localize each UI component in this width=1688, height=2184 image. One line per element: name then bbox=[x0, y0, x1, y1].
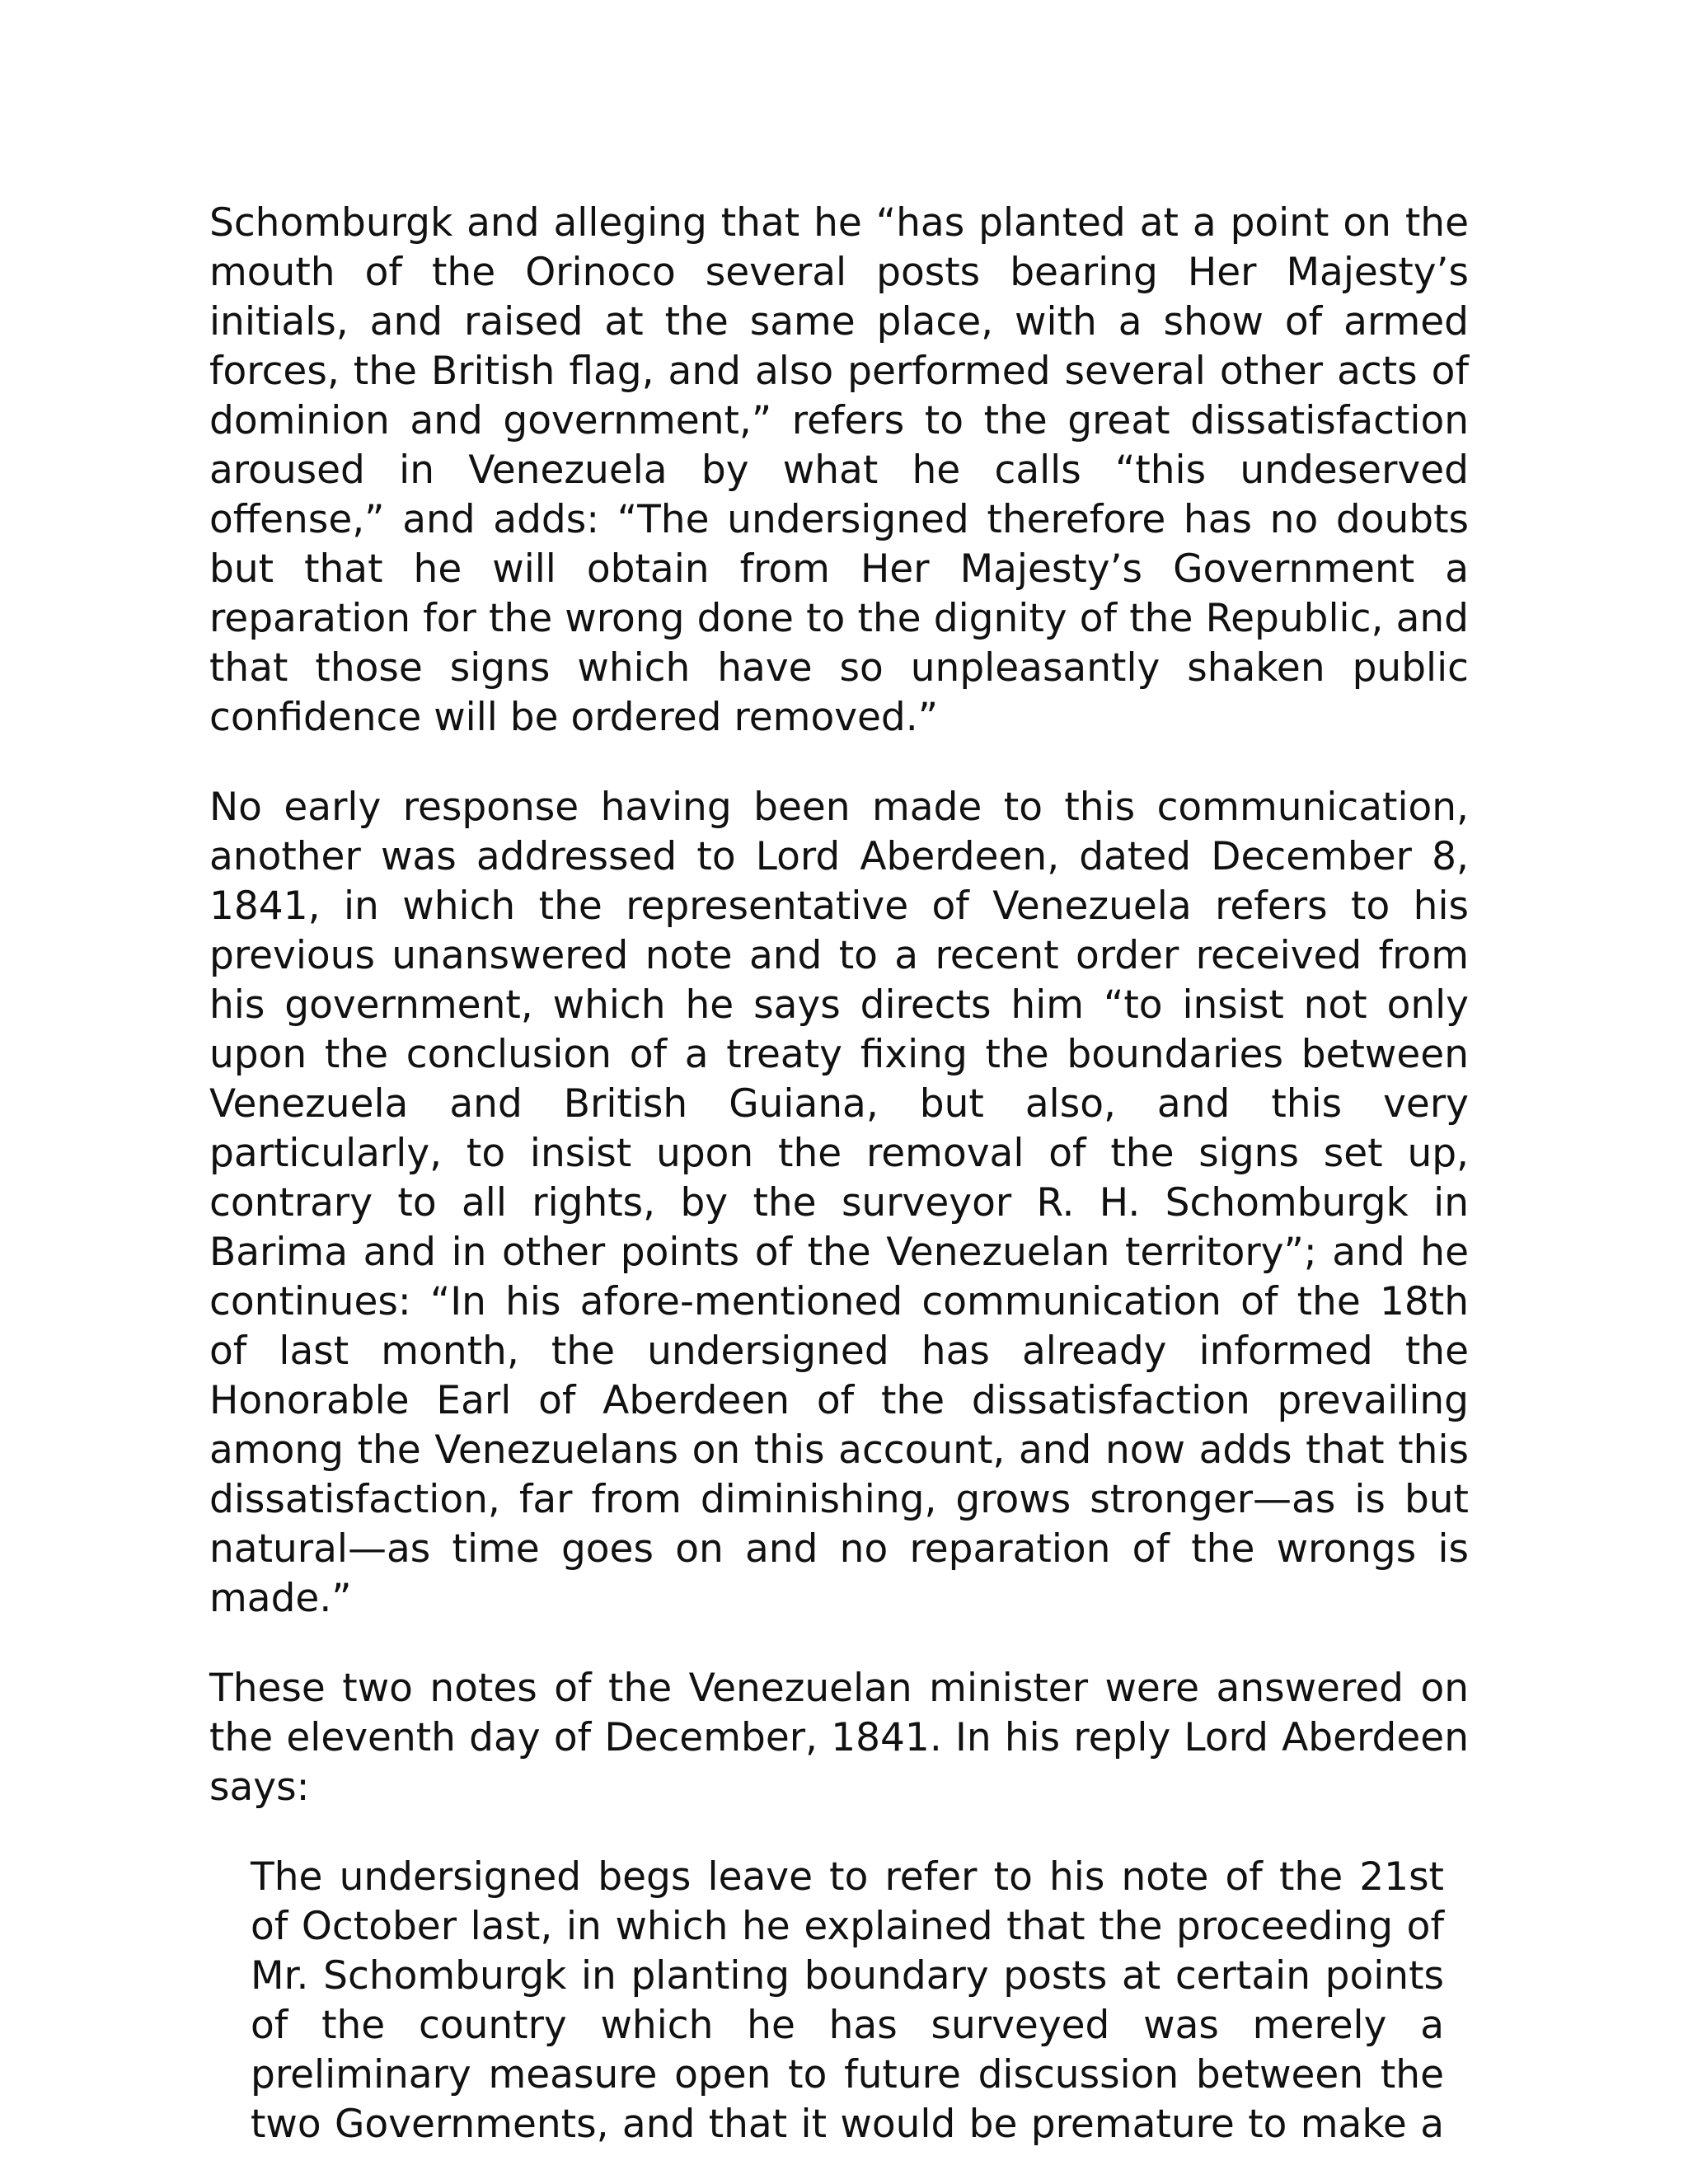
block-quote bbox=[251, 1853, 1444, 2149]
body-text bbox=[209, 199, 1469, 2149]
paragraph-aberdeen-reply-intro: These two notes of the Venezuelan minister were answered on the eleventh day of December, 1841. In his reply Lord Aberdeen says: bbox=[209, 1666, 1469, 1810]
paragraph-second-note: No early response having been made to this communication, another was addressed to Lord Aberdeen, dated December 8, 1841, in which the representative of Venezuela refers to his previous unanswered note and to a recent order received from his government, which he says directs him “to insist not only upon the conclusion of a treaty fixing the boundaries between Venezuela and British Guiana, but also, and this very particularly, to insist upon the removal of the signs set up, contrary to all rights, by the surveyor R. H. Schomburgk in Barima and in other points of the Venezuelan territory”; and he continues: “In his afore-mentioned communication of the 18th of last month, the undersigned has already informed the Honorable Earl of Aberdeen of the dissatisfaction prevailing among the Venezuelans on this account, and now adds that this dissatisfaction, far from diminishing, grows stronger—as is but natural—as time goes on and no reparation of the wrongs is made.” bbox=[209, 785, 1469, 1621]
paragraph-schomburgk-allegation: Schomburgk and alleging that he “has planted at a point on the mouth of the Orinoco several posts bearing Her Majesty’s initials, and raised at the same place, with a show of armed forces, the British flag, and also performed several other acts of dominion and government,” refers to the great dissatisfaction aroused in Venezuela by what he calls “this undeserved offense,” and adds: “The undersigned therefore has no doubts but that he will obtain from Her Majesty’s Government a reparation for the wrong done to the dignity of the Republic, and that those signs which have so unpleasantly shaken public confidence will be ordered removed.” bbox=[209, 200, 1469, 740]
paragraph-gap bbox=[209, 1812, 1469, 1853]
paragraph-gap bbox=[209, 743, 1469, 783]
block-quote-text: The undersigned begs leave to refer to his note of the 21st of October last, in which he explained that the proceeding of Mr. Schomburgk in planting boundary posts at certain points of the country which he has surveyed was merely a preliminary measure open to future discussion between the two Governments, and that it would be premature to make a bbox=[251, 1854, 1444, 2147]
paragraph-gap bbox=[209, 1624, 1469, 1664]
